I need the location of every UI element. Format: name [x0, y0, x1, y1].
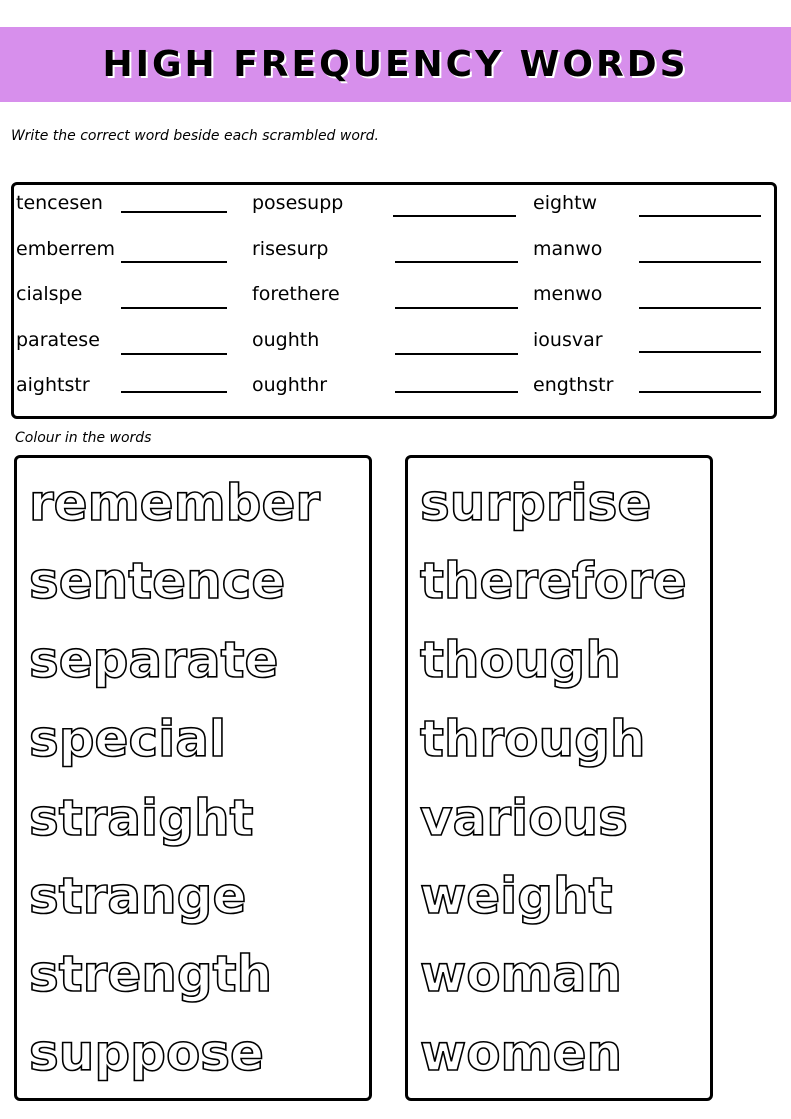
scrambled-word: eightw — [533, 192, 598, 214]
instruction-text: Write the correct word beside each scrambled word. — [11, 128, 379, 144]
answer-blank[interactable] — [395, 353, 518, 355]
outline-word[interactable]: various — [420, 789, 628, 847]
colour-words-right-box — [405, 455, 713, 1101]
scrambled-word: menwo — [533, 283, 603, 305]
outline-word[interactable]: therefore — [420, 552, 687, 610]
outline-word[interactable]: separate — [29, 631, 279, 689]
answer-blank[interactable] — [639, 351, 761, 353]
scrambled-word: engthstr — [533, 374, 614, 396]
outline-word[interactable]: strength — [29, 945, 273, 1003]
scrambled-word: forethere — [252, 283, 340, 305]
colour-words-right — [408, 458, 710, 1098]
answer-blank[interactable] — [639, 215, 761, 217]
outline-word[interactable]: though — [420, 631, 621, 689]
outline-word[interactable]: weight — [420, 867, 613, 925]
page-title: HIGH FREQUENCY WORDS — [102, 44, 689, 85]
outline-word[interactable]: straight — [29, 789, 254, 847]
colour-words-left-box — [14, 455, 372, 1101]
answer-blank[interactable] — [121, 391, 227, 393]
scrambled-word: cialspe — [16, 283, 83, 305]
answer-blank[interactable] — [639, 261, 761, 263]
title-banner — [0, 27, 791, 102]
scrambled-words-box — [11, 182, 777, 419]
scrambled-word: oughth — [252, 329, 320, 351]
answer-blank[interactable] — [639, 391, 761, 393]
scrambled-word: manwo — [533, 238, 603, 260]
outline-word[interactable]: remember — [29, 474, 321, 532]
outline-word[interactable]: strange — [29, 867, 247, 925]
scrambled-word: risesurp — [252, 238, 329, 260]
outline-word[interactable]: through — [420, 710, 646, 768]
answer-blank[interactable] — [121, 307, 227, 309]
colour-words-left — [17, 458, 369, 1098]
answer-blank[interactable] — [395, 307, 518, 309]
answer-blank[interactable] — [121, 261, 227, 263]
scrambled-word: paratese — [16, 329, 100, 351]
answer-blank[interactable] — [121, 211, 227, 213]
scrambled-word: posesupp — [252, 192, 344, 214]
scrambled-word: oughthr — [252, 374, 328, 396]
outline-word[interactable]: suppose — [29, 1024, 264, 1082]
outline-word[interactable]: special — [29, 710, 227, 768]
outline-word[interactable]: woman — [420, 945, 622, 1003]
scrambled-word: iousvar — [533, 329, 603, 351]
answer-blank[interactable] — [121, 353, 227, 355]
outline-word[interactable]: surprise — [420, 474, 652, 532]
answer-blank[interactable] — [639, 307, 761, 309]
answer-blank[interactable] — [395, 261, 518, 263]
scrambled-word: aightstr — [16, 374, 90, 396]
outline-word[interactable]: sentence — [29, 552, 286, 610]
answer-blank[interactable] — [395, 391, 518, 393]
answer-blank[interactable] — [393, 215, 516, 217]
scrambled-word: emberrem — [16, 238, 116, 260]
colour-label: Colour in the words — [15, 430, 152, 446]
outline-word[interactable]: women — [420, 1024, 623, 1082]
scrambled-word: tencesen — [16, 192, 103, 214]
